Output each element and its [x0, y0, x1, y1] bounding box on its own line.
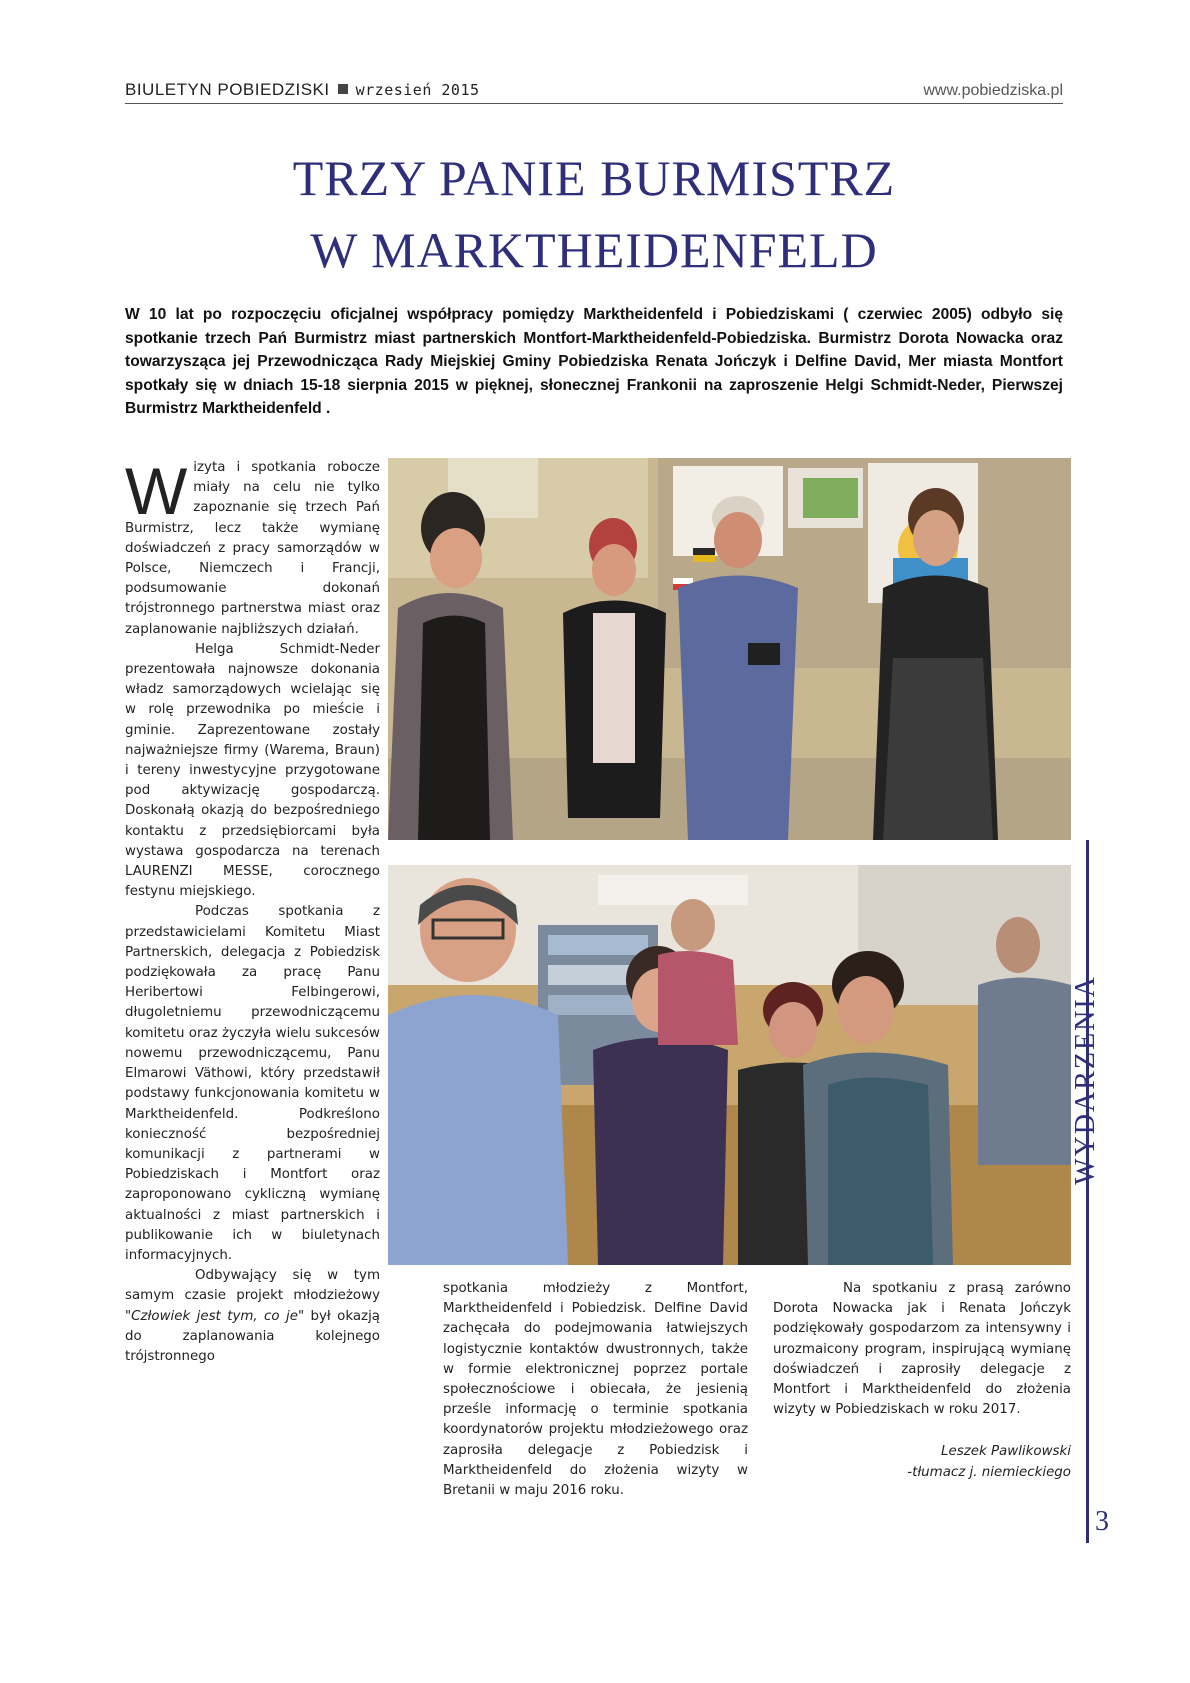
author-name: Leszek Pawlikowski: [941, 1444, 1071, 1460]
title-line-1: TRZY PANIE BURMISTRZ: [292, 150, 896, 206]
paragraph-2: Helga Schmidt-Neder prezentowała najnowsze dokonania władz samorządowych wcielając się w rolę przewodnika po mieście i gminie. Zaprezentowane zostały najważniejsze firmy (Warema, Braun) i tereny inwestycyjne przygotowane pod aktywizację gospodarczą. Doskonałą okazją do bezpośredniego kontaktu z przedsiębiorcami była wystawa gospodarcza na terenach LAURENZI MESSE, corocznego festynu miejskiego.: [125, 641, 380, 900]
paragraph-4: [125, 1266, 380, 1367]
issue-date: wrzesień 2015: [355, 81, 480, 99]
text-column-2: [443, 1279, 748, 1501]
square-separator-icon: [338, 84, 348, 94]
page-number: 3: [1095, 1506, 1109, 1537]
paragraph-6: Na spotkaniu z prasą zarówno Dorota Nowacka jak i Renata Jończyk podziękowały gospodarzom za intensywny i urozmaicony program, inspirującą wymianę doświadczeń i zaprosiły delegacje z Montfort i Marktheidenfeld do złożenia wizyty w Pobiedziskach w roku 2017.: [773, 1281, 1071, 1418]
title-line-2: W MARKTHEIDENFELD: [310, 222, 878, 278]
project-quote: "Człowiek jest tym, co je": [125, 1308, 305, 1324]
publication-header: [125, 80, 480, 100]
article-lead: W 10 lat po rozpoczęciu oficjalnej współpracy pomiędzy Marktheidenfeld i Pobiedziskami ( czerwiec 2005) odbyło się spotkanie trzech Pań Burmistrz miast partnerskich Montfort-Marktheidenfeld-Pobiedziska. Burmistrz Dorota Nowacka oraz towarzysząca jej Przewodnicząca Rady Miejskiej Gminy Pobiedziska Renata Jończyk i Delfine David, Mer miasta Montfort spotkały się w dniach 15-18 sierpnia 2015 w pięknej, słonecznej Frankonii na zaproszenie Helgi Schmidt-Neder, Pierwszej Burmistrz Marktheidenfeld .: [125, 306, 1063, 417]
publication-name: BIULETYN POBIEDZISKI: [125, 80, 330, 99]
photo-group-meeting: [388, 458, 1071, 840]
photo-2-illustration: [388, 865, 1071, 1265]
paragraph-1: [125, 454, 380, 640]
section-label: WYDARZENIA: [1070, 975, 1101, 1185]
paragraph-1-text: izyta i spotkania robocze miały na celu nie tylko zapoznanie się trzech Pań Burmistrz, lecz także wymianę doświadczeń z pracy samorządów w Polsce, Niemczech i Francji, podsumowanie dokonań trójstronnego partnerstwa miast oraz zaplanowanie najbliższych działań.: [125, 460, 380, 637]
page-number-bar: [1086, 1510, 1089, 1543]
drop-cap: W: [125, 454, 188, 528]
website-link[interactable]: www.pobiedziska.pl: [923, 82, 1063, 99]
paragraph-3: Podczas spotkania z przedstawicielami Komitetu Miast Partnerskich, delegacja z Pobiedzisk podziękowała za pracę Panu Heribertowi Felbingerowi, długoletniemu przewodniczącemu komitetu oraz życzyła wielu sukcesów nowemu przewodniczącemu, Panu Elmarowi Väthowi, który przedstawił podstawy funkcjonowania komitetu w Marktheidenfeld. Podkreślono konieczność bezpośredniej komunikacji z partnerami w Pobiedziskach i Montfort oraz zaproponowano cykliczną wymianę aktualności z miast partnerskich i publikowanie ich w biuletynach informacyjnych.: [125, 904, 380, 1263]
article-title: [125, 142, 1063, 286]
paragraph-4-start: Odbywający się w tym samym czasie projekt młodzieżowy: [125, 1268, 380, 1304]
text-column-3: [773, 1279, 1071, 1483]
text-column-1: [125, 454, 380, 1367]
author-role: -tłumacz j. niemieckiego: [907, 1464, 1071, 1480]
paragraph-5: spotkania młodzieży z Montfort, Marktheidenfeld i Pobiedzisk. Delfine David zachęcała do podejmowania łatwiejszych logistycznie kontaktów dwustronnych, także w formie elektronicznej poprzez portale społecznościowe i obiecała, że jesienią prześle informację o terminie spotkania koordynatorów projektu młodzieżowego oraz zaprosiła delegacje z Pobiedzisk i Marktheidenfeld do złożenia wizyty w Bretanii w maju 2016 roku.: [443, 1281, 748, 1499]
photo-1-illustration: [388, 458, 1071, 840]
paragraph-4-end: był okazją do zaplanowania kolejnego trójstronnego: [125, 1308, 380, 1364]
page-header: [125, 77, 1063, 104]
photo-exhibition-visit: [388, 865, 1071, 1265]
author-signature: [773, 1442, 1071, 1482]
